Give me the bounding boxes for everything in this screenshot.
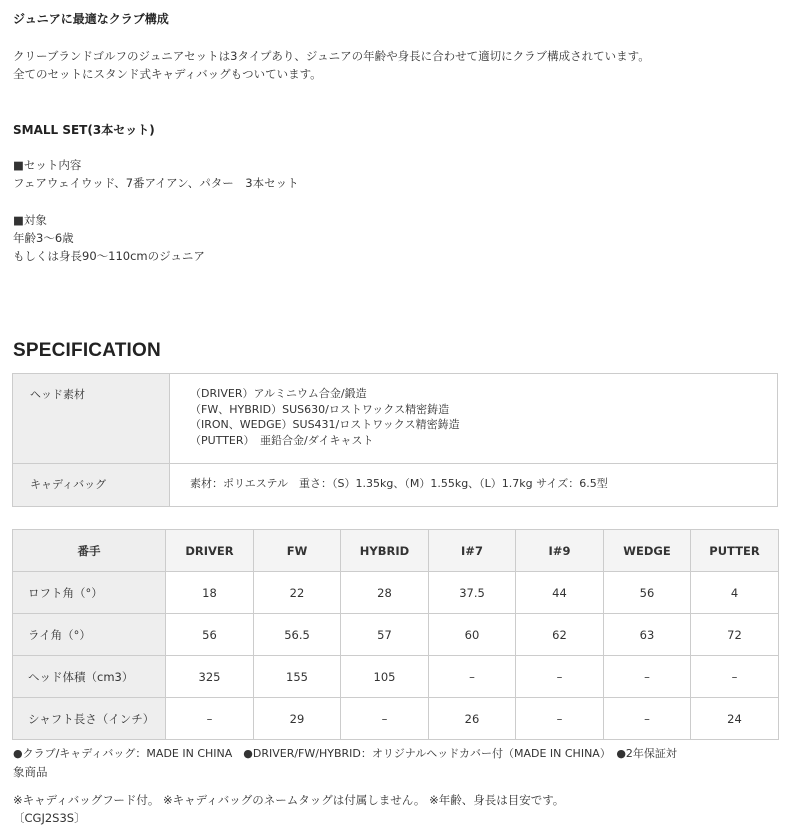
head-material-putter: （PUTTER） 亜鉛合金/ダイキャスト bbox=[190, 433, 374, 447]
table-cell: – bbox=[516, 656, 604, 698]
set-contents-label: ■セット内容 bbox=[13, 158, 82, 172]
table-cell: – bbox=[429, 656, 516, 698]
row-label: ロフト角（°） bbox=[13, 572, 166, 614]
table-cell: – bbox=[604, 698, 691, 740]
table-cell: – bbox=[341, 698, 429, 740]
table-cell: 26 bbox=[429, 698, 516, 740]
table-cell: – bbox=[516, 698, 604, 740]
column-header: 番手 bbox=[13, 530, 166, 572]
caddy-bag-value: 素材：ポリエステル 重さ：（S）1.35kg、（M）1.55kg、（L）1.7kg サイズ：6.5型 bbox=[170, 464, 778, 507]
table-row bbox=[13, 614, 779, 656]
intro-text-line2: 全てのセットにスタンド式キャディバッグもついています。 bbox=[13, 67, 322, 81]
table-row bbox=[13, 572, 779, 614]
table-cell: 57 bbox=[341, 614, 429, 656]
head-material-label: ヘッド素材 bbox=[13, 374, 170, 464]
table-row bbox=[13, 374, 778, 464]
table-cell: 18 bbox=[166, 572, 254, 614]
head-material-value bbox=[170, 374, 778, 464]
table-cell: 105 bbox=[341, 656, 429, 698]
product-code: 〔CGJ2S3S〕 bbox=[13, 811, 86, 825]
table-cell: 28 bbox=[341, 572, 429, 614]
disclaimer-note: ※キャディバッグフード付。 ※キャディバッグのネームタッグは付属しません。 ※年齢、身長は目安です。 bbox=[13, 793, 565, 807]
table-cell: – bbox=[691, 656, 779, 698]
spec-title: SPECIFICATION bbox=[13, 340, 161, 361]
table-cell: 56 bbox=[604, 572, 691, 614]
table-cell: 60 bbox=[429, 614, 516, 656]
table-cell: 24 bbox=[691, 698, 779, 740]
head-material-fw-hybrid: （FW、HYBRID）SUS630/ロストワックス精密鋳造 bbox=[190, 402, 450, 416]
set-contents-value: フェアウェイウッド、7番アイアン、パター 3本セット bbox=[13, 176, 299, 190]
table-cell: 72 bbox=[691, 614, 779, 656]
set-target-age: 年齢3～6歳 bbox=[13, 231, 74, 245]
table-row bbox=[13, 464, 778, 507]
origin-note-line1: ●クラブ/キャディバッグ：MADE IN CHINA ●DRIVER/FW/HYBRID：オリジナルヘッドカバー付（MADE IN CHINA） ●2年保証対 bbox=[13, 747, 677, 760]
column-header: HYBRID bbox=[341, 530, 429, 572]
table-cell: 4 bbox=[691, 572, 779, 614]
material-table bbox=[12, 373, 778, 507]
table-cell: 325 bbox=[166, 656, 254, 698]
table-cell: 22 bbox=[254, 572, 341, 614]
column-header: I#9 bbox=[516, 530, 604, 572]
table-cell: 155 bbox=[254, 656, 341, 698]
table-cell: 37.5 bbox=[429, 572, 516, 614]
row-label: シャフト長さ（インチ） bbox=[13, 698, 166, 740]
intro-text-line1: クリーブランドゴルフのジュニアセットは3タイプあり、ジュニアの年齢や身長に合わせて適切にクラブ構成されています。 bbox=[13, 49, 650, 63]
table-row bbox=[13, 656, 779, 698]
table-cell: – bbox=[166, 698, 254, 740]
column-header: DRIVER bbox=[166, 530, 254, 572]
set-target-label: ■対象 bbox=[13, 213, 47, 227]
table-cell: 63 bbox=[604, 614, 691, 656]
table-cell: 62 bbox=[516, 614, 604, 656]
table-header-row bbox=[13, 530, 779, 572]
column-header: WEDGE bbox=[604, 530, 691, 572]
head-material-iron-wedge: （IRON、WEDGE）SUS431/ロストワックス精密鋳造 bbox=[190, 418, 460, 431]
column-header: PUTTER bbox=[691, 530, 779, 572]
section-heading-junior: ジュニアに最適なクラブ構成 bbox=[13, 12, 169, 26]
column-header: I#7 bbox=[429, 530, 516, 572]
table-cell: 56.5 bbox=[254, 614, 341, 656]
head-material-driver: （DRIVER）アルミニウム合金/鍛造 bbox=[190, 387, 367, 400]
set-heading: SMALL SET(3本セット) bbox=[13, 123, 155, 137]
club-spec-table bbox=[12, 529, 779, 740]
table-cell: 56 bbox=[166, 614, 254, 656]
table-cell: – bbox=[604, 656, 691, 698]
column-header: FW bbox=[254, 530, 341, 572]
set-target-height: もしくは身長90～110cmのジュニア bbox=[13, 249, 205, 263]
origin-note-line2: 象商品 bbox=[13, 765, 48, 779]
table-cell: 29 bbox=[254, 698, 341, 740]
table-cell: 44 bbox=[516, 572, 604, 614]
caddy-bag-label: キャディバッグ bbox=[13, 464, 170, 507]
table-row bbox=[13, 698, 779, 740]
row-label: ライ角（°） bbox=[13, 614, 166, 656]
row-label: ヘッド体積（cm3） bbox=[13, 656, 166, 698]
